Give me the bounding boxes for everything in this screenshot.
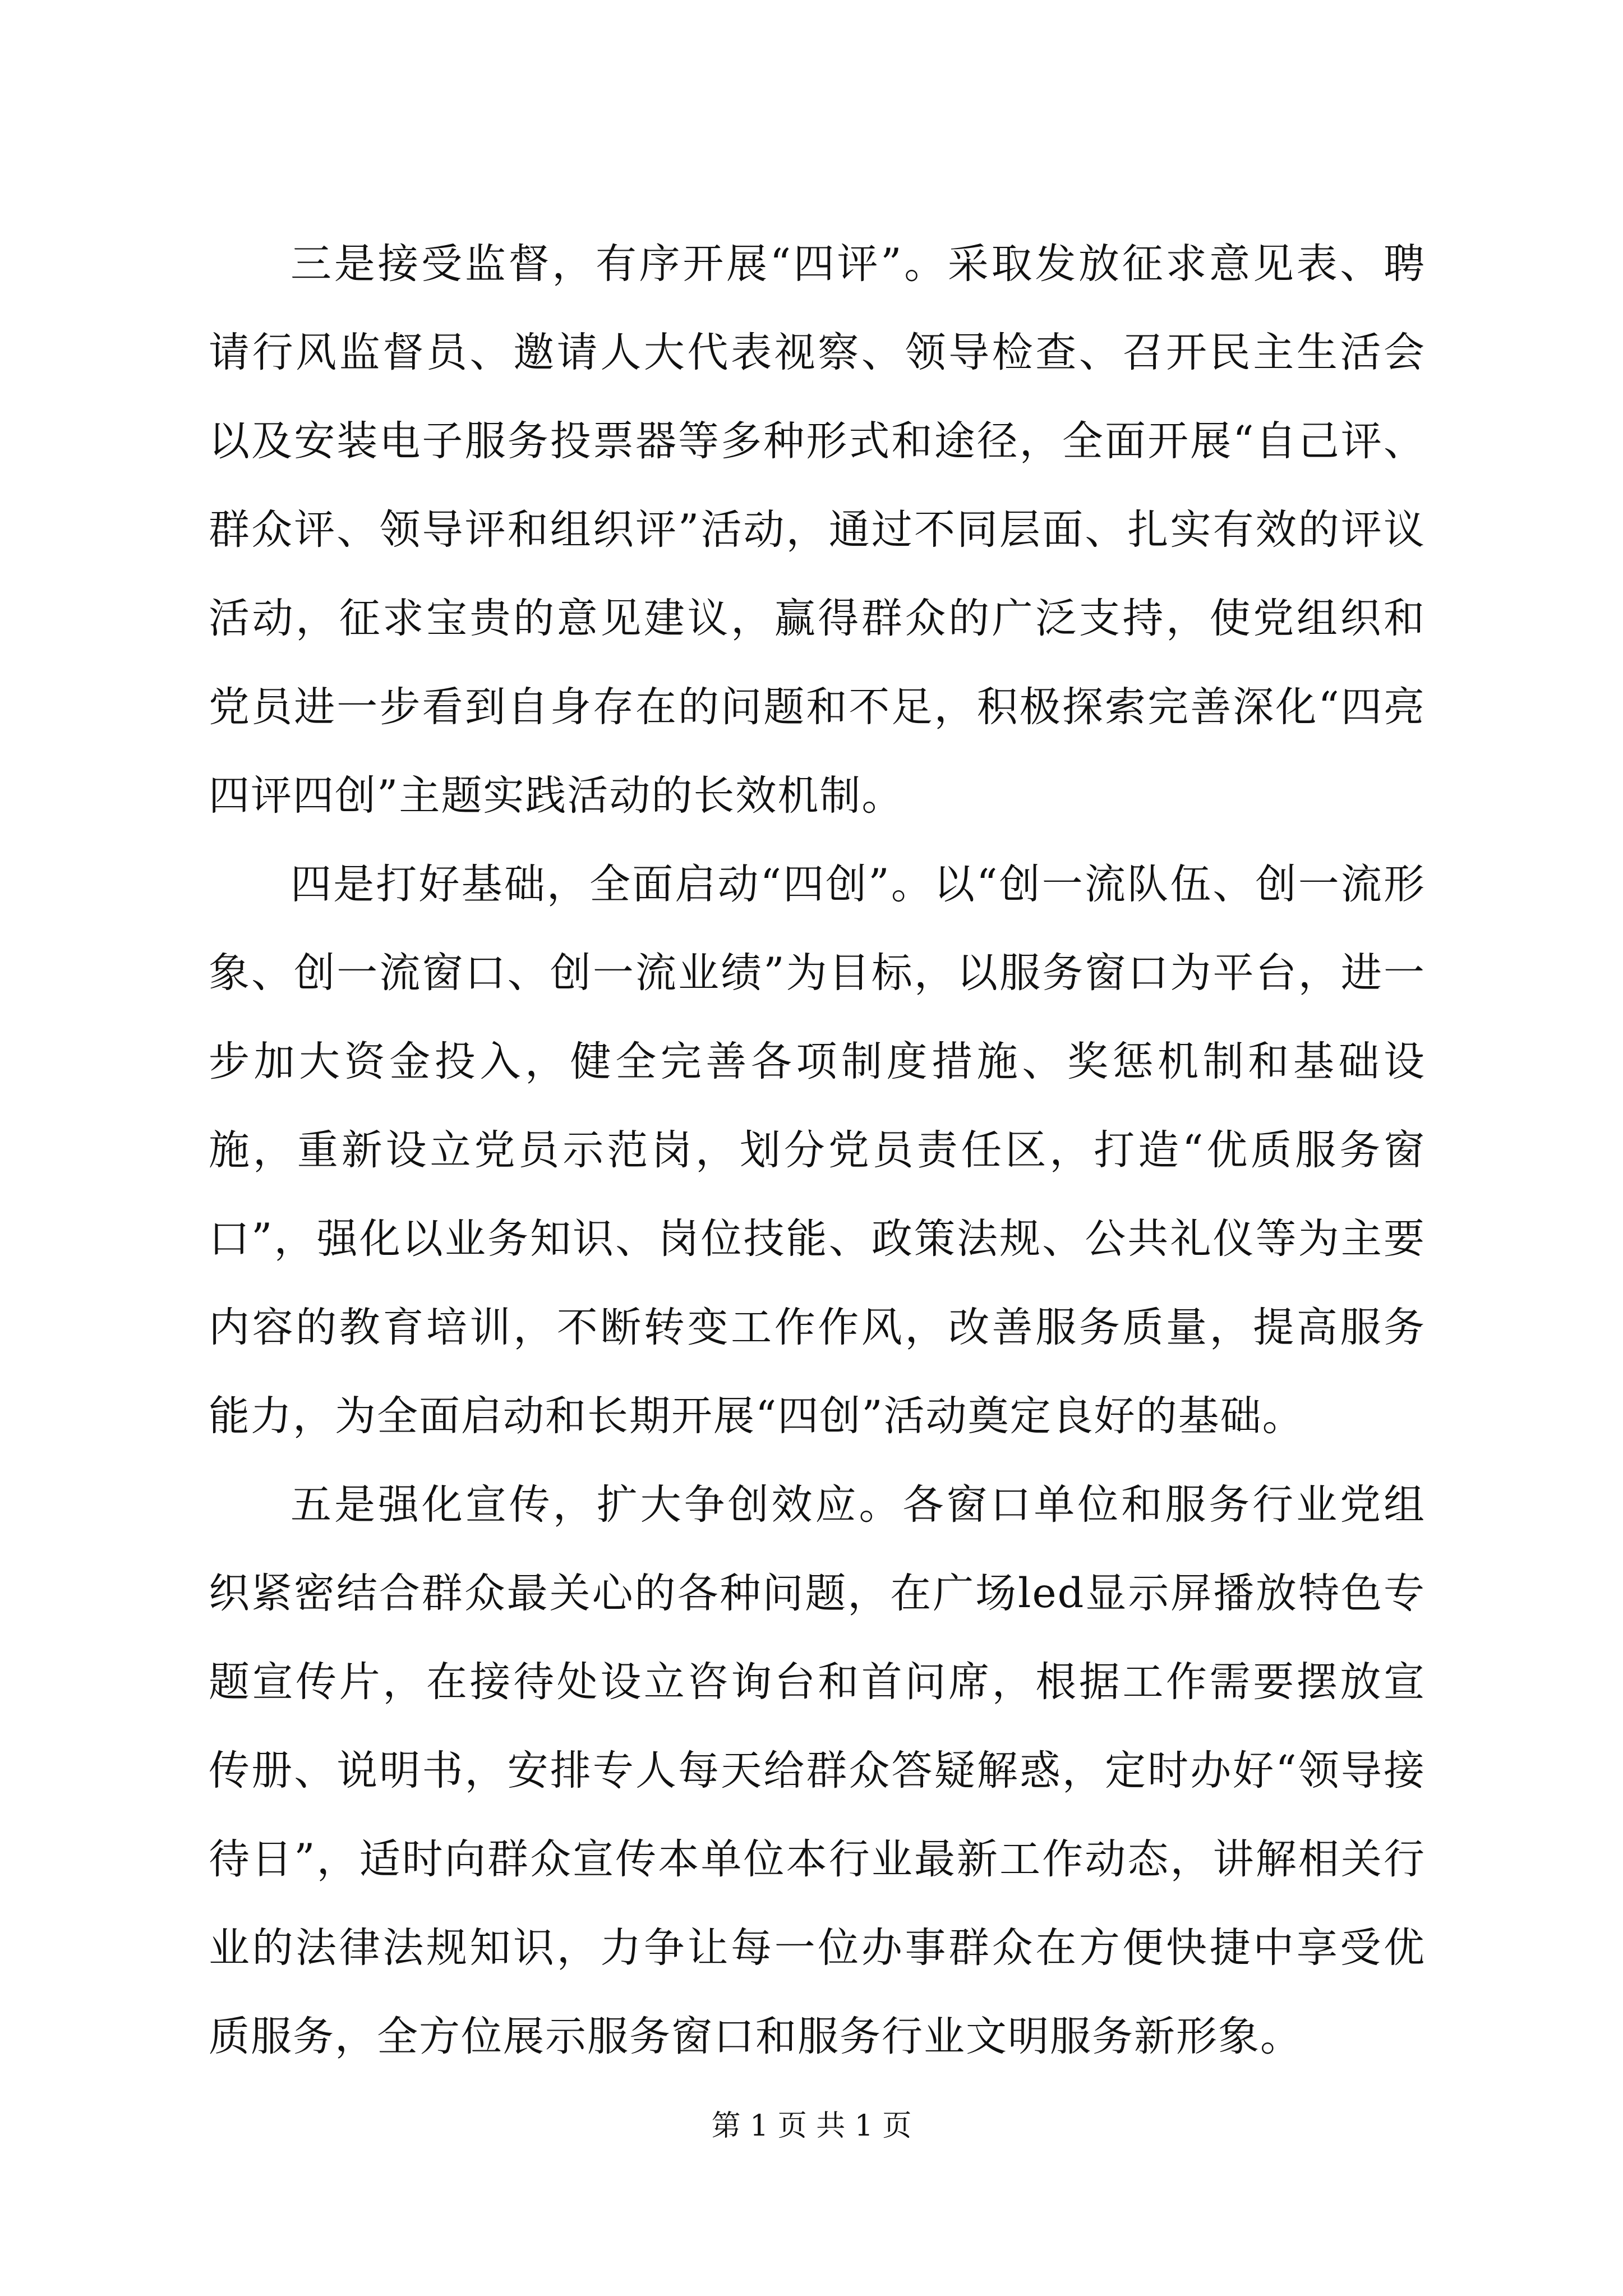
paragraph-supervision: 三是接受监督，有序开展“四评”。采取发放征求意见表、聘请行风监督员、邀请人大代表视察、领导检查、召开民主生活会以及安装电子服务投票器等多种形式和途径，全面开展“自己评、群众评、领导评和组织评”活动，通过不同层面、扎实有效的评议活动，征求宝贵的意见建议，赢得群众的广泛支持，使党组织和党员进一步看到自身存在的问题和不足，积极探索完善深化“四亮四评四创”主题实践活动的长效机制。: [209, 240, 1426, 820]
paragraph-publicity: 五是强化宣传，扩大争创效应。各窗口单位和服务行业党组织紧密结合群众最关心的各种问题，在广场led显示屏播放特色专题宣传片，在接待处设立咨询台和首问席，根据工作需要摆放宣传册、说明书，安排专人每天给群众答疑解惑，定时办好“领导接待日”，适时向群众宣传本单位本行业最新工作动态，讲解相关行业的法律法规知识，力争让每一位办事群众在方便快捷中享受优质服务，全方位展示服务窗口和服务行业文明服务新形象。: [209, 1481, 1426, 2060]
page-footer: 第 1 页 共 1 页: [711, 2109, 912, 2143]
document-body: [209, 220, 1426, 2081]
paragraph-foundation: 四是打好基础，全面启动“四创”。以“创一流队伍、创一流形象、创一流窗口、创一流业绩”为目标，以服务窗口为平台，进一步加大资金投入，健全完善各项制度措施、奖惩机制和基础设施，重新设立党员示范岗，划分党员责任区，打造“优质服务窗口”，强化以业务知识、岗位技能、政策法规、公共礼仪等为主要内容的教育培训，不断转变工作作风，改善服务质量，提高服务能力，为全面启动和长期开展“四创”活动奠定良好的基础。: [209, 861, 1426, 1440]
